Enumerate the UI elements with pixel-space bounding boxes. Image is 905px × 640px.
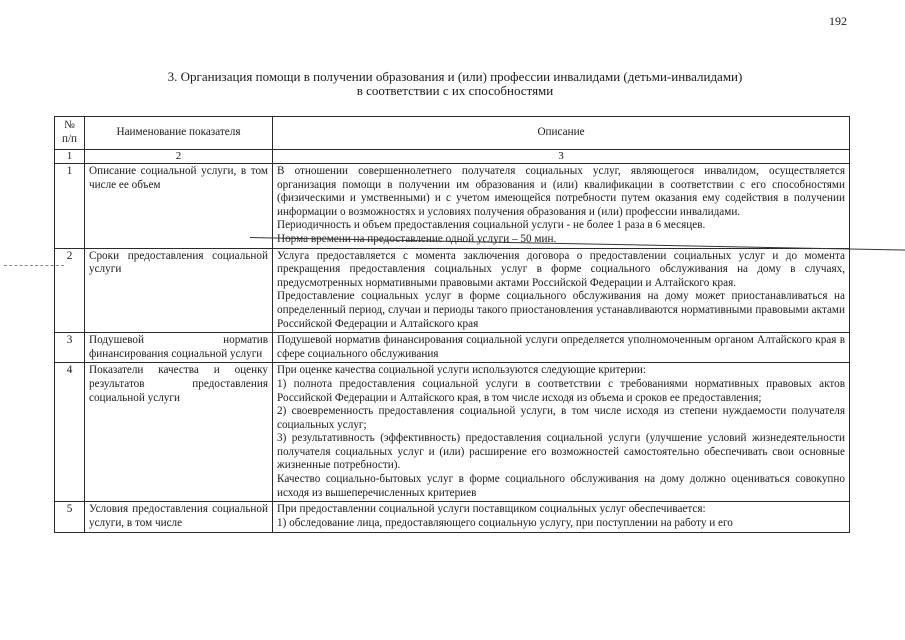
row-number: 5	[55, 502, 85, 533]
table-row	[55, 363, 850, 502]
description-paragraph: В отношении совершеннолетнего получателя социальных услуг, являющегося инвалидом, осуществляется организация помощи в получении им образования и (или) квалификации в соответствии с его способностями (физическими и умственными) и с учетом имеющейся потребности путем оказания ему содействия в получении информации о возможностях и условиях получения образования и (или) профессии инвалидами.	[277, 165, 845, 218]
table-header-row	[55, 117, 850, 150]
column-index-2: 2	[85, 150, 273, 164]
row-number: 2	[55, 248, 85, 333]
description-paragraph: 2) своевременность предоставления социальной услуги, в том числе исходя из степени нуждаемости получателя социальных услуг;	[277, 405, 845, 431]
section-title-line-1: 3. Организация помощи в получении образования и (или) профессии инвалидами (детьми-инвалидами)	[167, 69, 743, 84]
header-name: Наименование показателя	[85, 117, 273, 150]
description-paragraph: При оценке качества социальной услуги используются следующие критерии:	[277, 364, 646, 377]
indicator-name: Показатели качества и оценку результатов предоставления социальной услуги	[85, 363, 273, 502]
description-paragraph: 1) полнота предоставления социальной услуги в соответствии с требованиями нормативных правовых актов Российской Федерации и Алтайского края, в том числе исходя из объема и сроков ее предоставления;	[277, 377, 845, 404]
description-paragraph: 3) результативность (эффективность) предоставления социальной услуги (улучшение условий жизнедеятельности получателя социальных услуг и (или) расширение его возможностей самостоятельно обеспечивать свои основные жизненные потребности).	[277, 432, 845, 472]
indicator-description	[273, 164, 850, 249]
row-number: 4	[55, 363, 85, 502]
description-paragraph: Услуга предоставляется с момента заключения договора о предоставлении социальных услуг и до момента прекращения предоставления социальных услуг в форме социального обслуживания на дому в случаях, предусмотренных нормативными правовыми актами Российской Федерации и Алтайского края.	[277, 249, 845, 289]
table-row	[55, 164, 850, 249]
indicator-description	[273, 248, 850, 333]
indicator-description	[273, 333, 850, 363]
section-title	[60, 70, 850, 98]
column-index-1: 1	[55, 150, 85, 164]
table-row	[55, 502, 850, 533]
description-paragraph: 1) обследование лица, предоставляющего социальную услугу, при поступлении на работу и его	[277, 516, 733, 529]
description-paragraph: Подушевой норматив финансирования социальной услуги определяется уполномоченным органом Алтайского края в сфере социального обслуживания	[277, 334, 845, 360]
header-desc: Описание	[273, 117, 850, 150]
indicator-description	[273, 502, 850, 533]
column-index-3: 3	[273, 150, 850, 164]
row-number: 3	[55, 333, 85, 363]
page-number: 192	[829, 14, 847, 28]
service-description-table	[54, 116, 850, 533]
description-paragraph: Периодичность и объем предоставления социальной услуги - не более 1 раза в 6 месяцев.	[277, 219, 706, 232]
indicator-name: Сроки предоставления социальной услуги	[85, 248, 273, 333]
indicator-name: Подушевой норматив финансирования социальной услуги	[85, 333, 273, 363]
table-row	[55, 333, 850, 363]
table-row	[55, 248, 850, 333]
description-paragraph: При предоставлении социальной услуги поставщиком социальных услуг обеспечивается:	[277, 503, 706, 516]
page-bottom-margin	[0, 585, 905, 640]
column-index-row	[55, 150, 850, 164]
indicator-name: Описание социальной услуги, в том числе ее объем	[85, 164, 273, 249]
indicator-name: Условия предоставления социальной услуги, в том числе	[85, 502, 273, 533]
description-paragraph: Качество социально-бытовых услуг в форме социального обслуживания на дому должно оцениваться совокупно исходя из вышеперечисленных критериев	[277, 473, 845, 499]
header-num: № п/п	[55, 117, 85, 150]
description-paragraph: Норма времени на предоставление одной услуги – 50 мин.	[277, 232, 557, 245]
indicator-description	[273, 363, 850, 502]
row-number: 1	[55, 164, 85, 249]
description-paragraph: Предоставление социальных услуг в форме социального обслуживания на дому может приостанавливаться на определенный период, случаи и периоды такого приостановления устанавливаются нормативными правовыми актами Российской Федерации и Алтайского края	[277, 290, 845, 330]
section-title-line-2: в соответствии с их способностями	[356, 83, 554, 98]
scan-edge-mark	[4, 265, 64, 266]
